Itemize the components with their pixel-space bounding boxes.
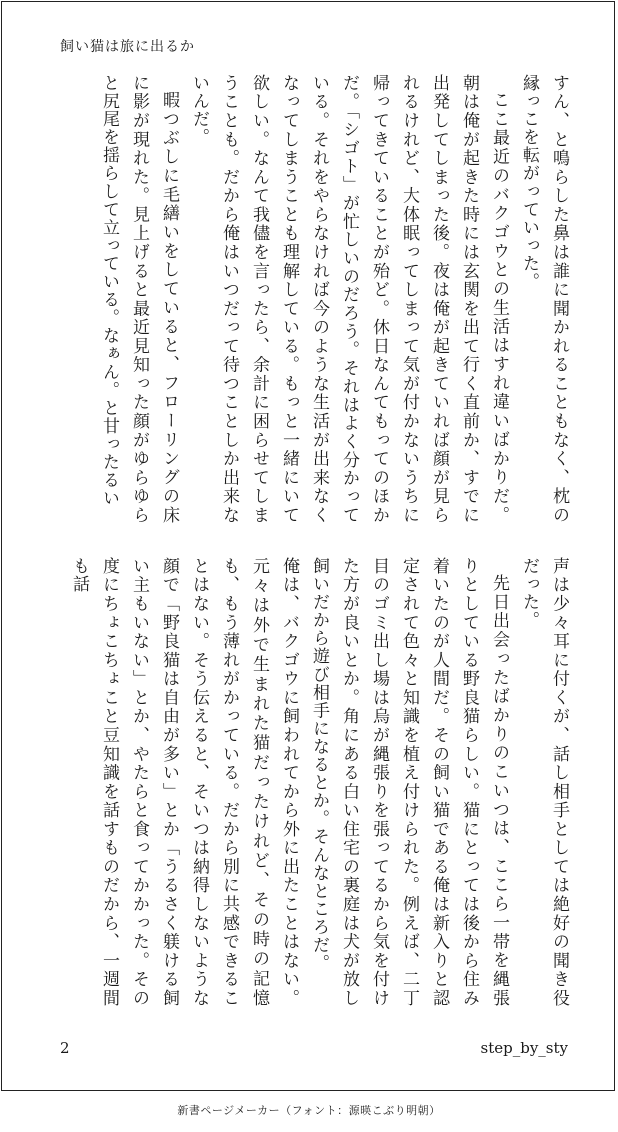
paragraph: すん、と鳴らした鼻は誰に聞かれることもなく、枕の縁っこを転がっていった。 — [519, 74, 569, 524]
body-text-bottom — [44, 557, 574, 1007]
paragraph: 声は少々耳に付くが、話し相手としては絶好の聞き役だった。 — [519, 557, 569, 1007]
book-page — [1, 1, 615, 1091]
author-name: step_by_sty — [480, 1039, 568, 1057]
running-title: 飼い猫は旅に出るか — [60, 39, 195, 55]
body-text-top — [44, 74, 574, 524]
paragraph: 暇つぶしに毛繕いをしていると、フローリングの床に影が現れた。見上げると最近見知った顔がゆらゆらと尻尾を揺らして立っている。なぁん。と甘ったるい — [99, 74, 179, 524]
generator-credit: 新書ページメーカー（フォント：源暎こぶり明朝） — [177, 1104, 441, 1117]
page-number: 2 — [60, 1039, 70, 1057]
paragraph: 先日出会ったばかりのこいつは、ここら一帯を縄張りとしている野良猫らしい。猫にとっては後から住み着いたのが人間だ。その飼い猫である俺は新入りと認定されて色々と知識を植え付けられた。例えば、二丁目のゴミ出し場は烏が縄張りを張ってるから気を付けた方が良いとか。角にある白い住宅の裏庭は犬が放し飼いだから遊び相手になるとか。そんなところだ。 — [309, 557, 509, 1007]
paragraph: ここ最近のバクゴウとの生活はすれ違いばかりだ。朝は俺が起きた時には玄関を出て行く直前か、すでに出発してしまった後。夜は俺が起きていれば顔が見られるけれど、大体眠ってしまって気が付かないうちに帰ってきていることが殆ど。休日なんてもってのほかだ。「シゴト」が忙しいのだろう。それはよく分かっている。それをやらなければ今のような生活が出来なくなってしまうことも理解している。もっと一緒にいて欲しい。なんて我儘を言ったら、余計に困らせてしまうことも。だから俺はいつだって待つことしか出来ないんだ。 — [189, 74, 509, 524]
paragraph: 俺は、バクゴウに飼われてから外に出たことはない。元々は外で生まれた猫だったけれど、その時の記憶も、もう薄れがかっている。だから別に共感できることはない。そう伝えると、そいつは納得しないような顔で「野良猫は自由が多い」とか「うるさく躾ける飼い主もいない」とか、やたらと食ってかかった。その度にちょこちょこと豆知識を話すものだから、一週間も話 — [69, 557, 299, 1007]
